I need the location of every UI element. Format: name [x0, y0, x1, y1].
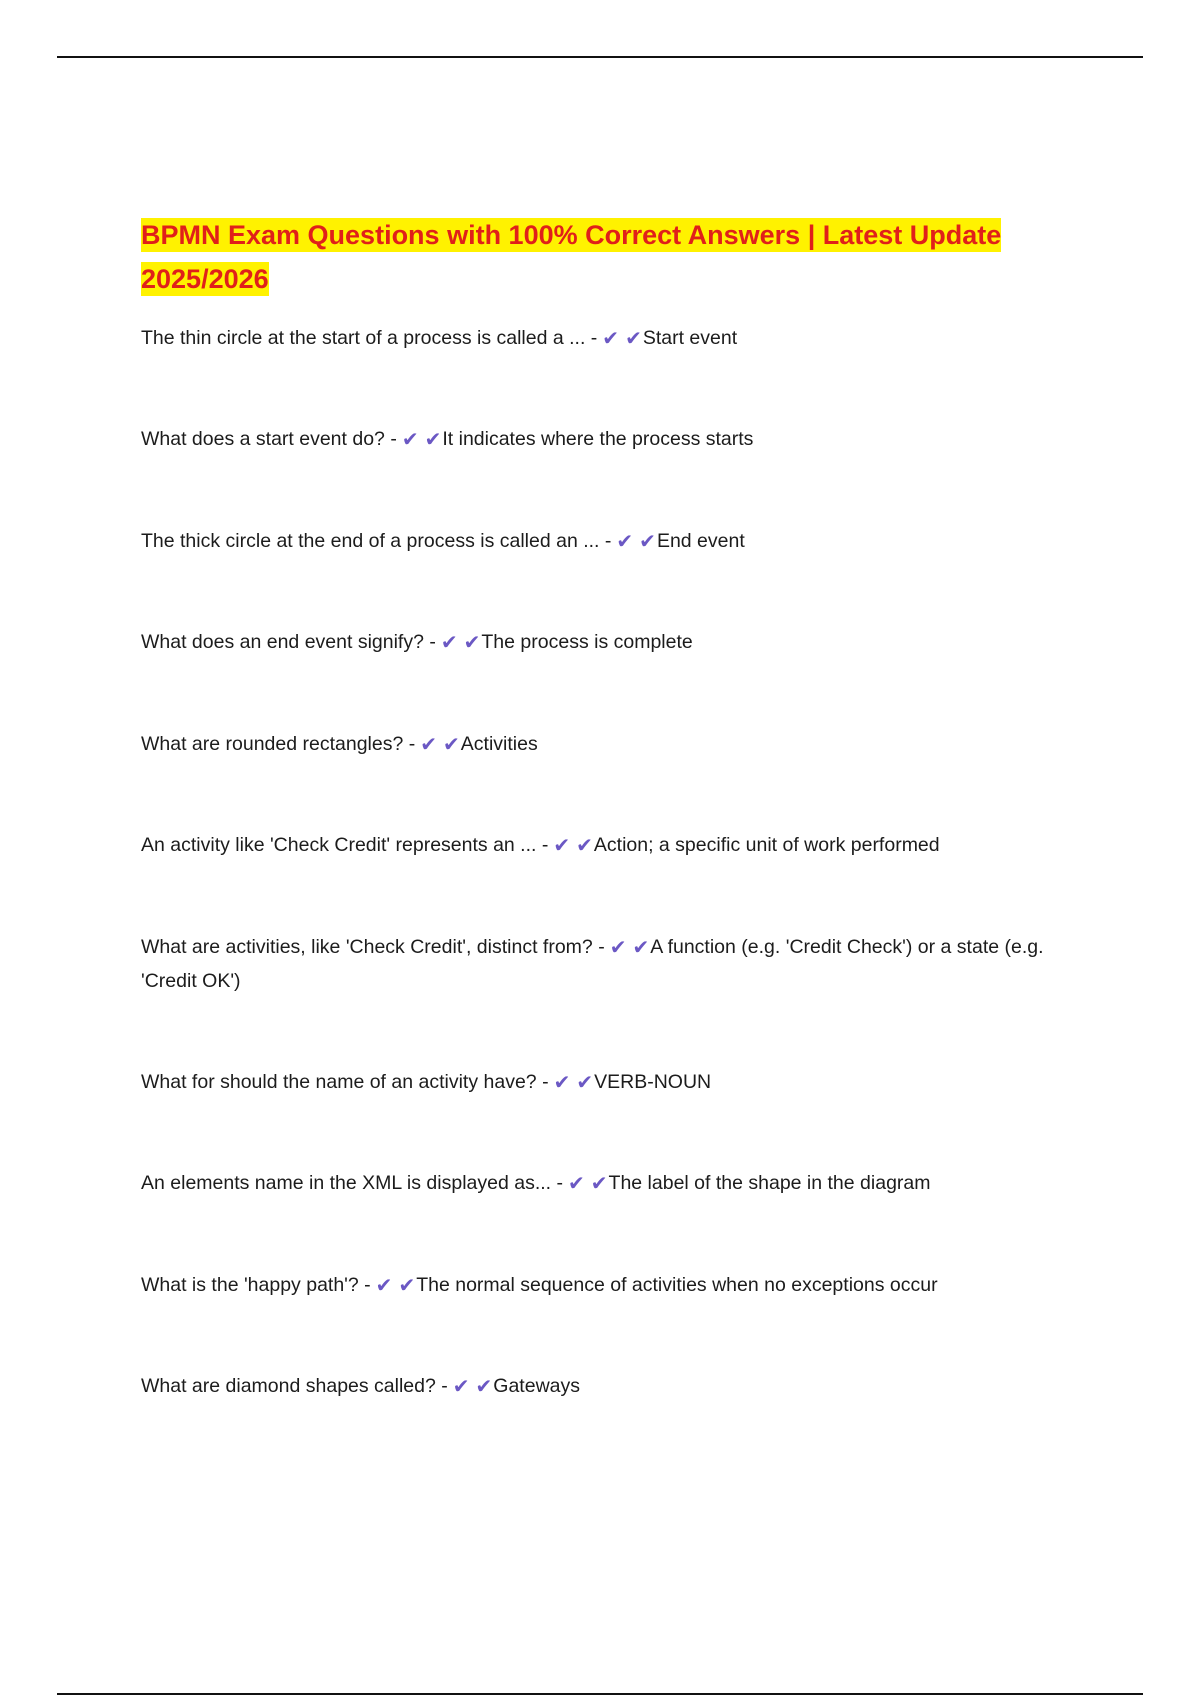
check-mark-icon: ✔	[609, 935, 627, 959]
answer-text: A function (e.g. 'Credit Check') or a state (e.g. 'Credit OK')	[141, 936, 1044, 992]
question-text: What is the 'happy path'?	[141, 1274, 359, 1296]
answer-text: Action; a specific unit of work performed	[593, 834, 940, 856]
question-text: What are diamond shapes called?	[141, 1375, 436, 1397]
check-mark-icon: ✔	[420, 732, 438, 756]
check-mark-icon: ✔	[568, 1171, 585, 1195]
question-text: An activity like 'Check Credit' represents an ...	[141, 834, 537, 856]
question-text: What are activities, like 'Check Credit', distinct from?	[141, 936, 593, 958]
check-mark-icon: ✔	[616, 529, 634, 553]
qa-item	[141, 1268, 1071, 1302]
check-mark-icon: ✔	[576, 833, 593, 857]
qa-item	[141, 1166, 1071, 1200]
check-mark-icon: ✔	[602, 326, 620, 350]
separator: -	[598, 936, 605, 958]
qa-item	[141, 422, 1071, 456]
check-mark-icon: ✔	[632, 935, 650, 959]
check-mark-icon: ✔	[625, 326, 642, 350]
qa-item	[141, 524, 1071, 558]
answer-text: It indicates where the process starts	[442, 428, 754, 450]
separator: -	[429, 631, 436, 653]
qa-item	[141, 1065, 1071, 1099]
document-title: BPMN Exam Questions with 100% Correct Answers | Latest Update 2025/2026	[141, 220, 1002, 294]
separator: -	[604, 530, 612, 552]
answer-text: The process is complete	[481, 631, 693, 653]
check-mark-icon: ✔	[424, 427, 442, 451]
check-mark-icon: ✔	[576, 1070, 594, 1094]
separator: -	[541, 834, 549, 856]
check-mark-icon: ✔	[553, 833, 571, 857]
qa-item	[141, 828, 1071, 862]
question-text: An elements name in the XML is displayed as...	[141, 1172, 552, 1194]
question-text: The thick circle at the end of a process is called an ...	[141, 530, 600, 552]
header-rule	[57, 56, 1143, 58]
check-mark-icon: ✔	[443, 732, 460, 756]
qa-item	[141, 1369, 1071, 1403]
answer-text: End event	[656, 530, 745, 552]
question-text: What for should the name of an activity have?	[141, 1071, 537, 1093]
question-text: What does a start event do?	[141, 428, 385, 450]
question-text: What are rounded rectangles?	[141, 733, 404, 755]
separator: -	[364, 1274, 371, 1296]
footer-rule	[57, 1693, 1143, 1695]
question-text: The thin circle at the start of a process is called a ...	[141, 327, 586, 349]
answer-text: Gateways	[493, 1375, 580, 1397]
check-mark-icon: ✔	[401, 427, 419, 451]
separator: -	[556, 1172, 563, 1194]
answer-text: Start event	[642, 327, 738, 349]
answer-text: The normal sequence of activities when no exceptions occur	[416, 1274, 938, 1296]
qa-item	[141, 727, 1071, 761]
check-mark-icon: ✔	[463, 630, 481, 654]
check-mark-icon: ✔	[440, 630, 458, 654]
check-mark-icon: ✔	[398, 1273, 416, 1297]
separator: -	[441, 1375, 448, 1397]
question-text: What does an end event signify?	[141, 631, 424, 653]
separator: -	[390, 428, 397, 450]
answer-text: VERB-NOUN	[594, 1071, 712, 1093]
answer-text: Activities	[460, 733, 538, 755]
check-mark-icon: ✔	[375, 1273, 393, 1297]
check-mark-icon: ✔	[590, 1171, 608, 1195]
check-mark-icon: ✔	[553, 1070, 571, 1094]
separator: -	[408, 733, 416, 755]
qa-item	[141, 625, 1071, 659]
separator: -	[590, 327, 598, 349]
check-mark-icon: ✔	[452, 1374, 470, 1398]
separator: -	[542, 1071, 549, 1093]
qa-item	[141, 930, 1071, 998]
check-mark-icon: ✔	[475, 1374, 493, 1398]
qa-item	[141, 321, 1071, 355]
check-mark-icon: ✔	[639, 529, 656, 553]
answer-text: The label of the shape in the diagram	[608, 1172, 931, 1194]
